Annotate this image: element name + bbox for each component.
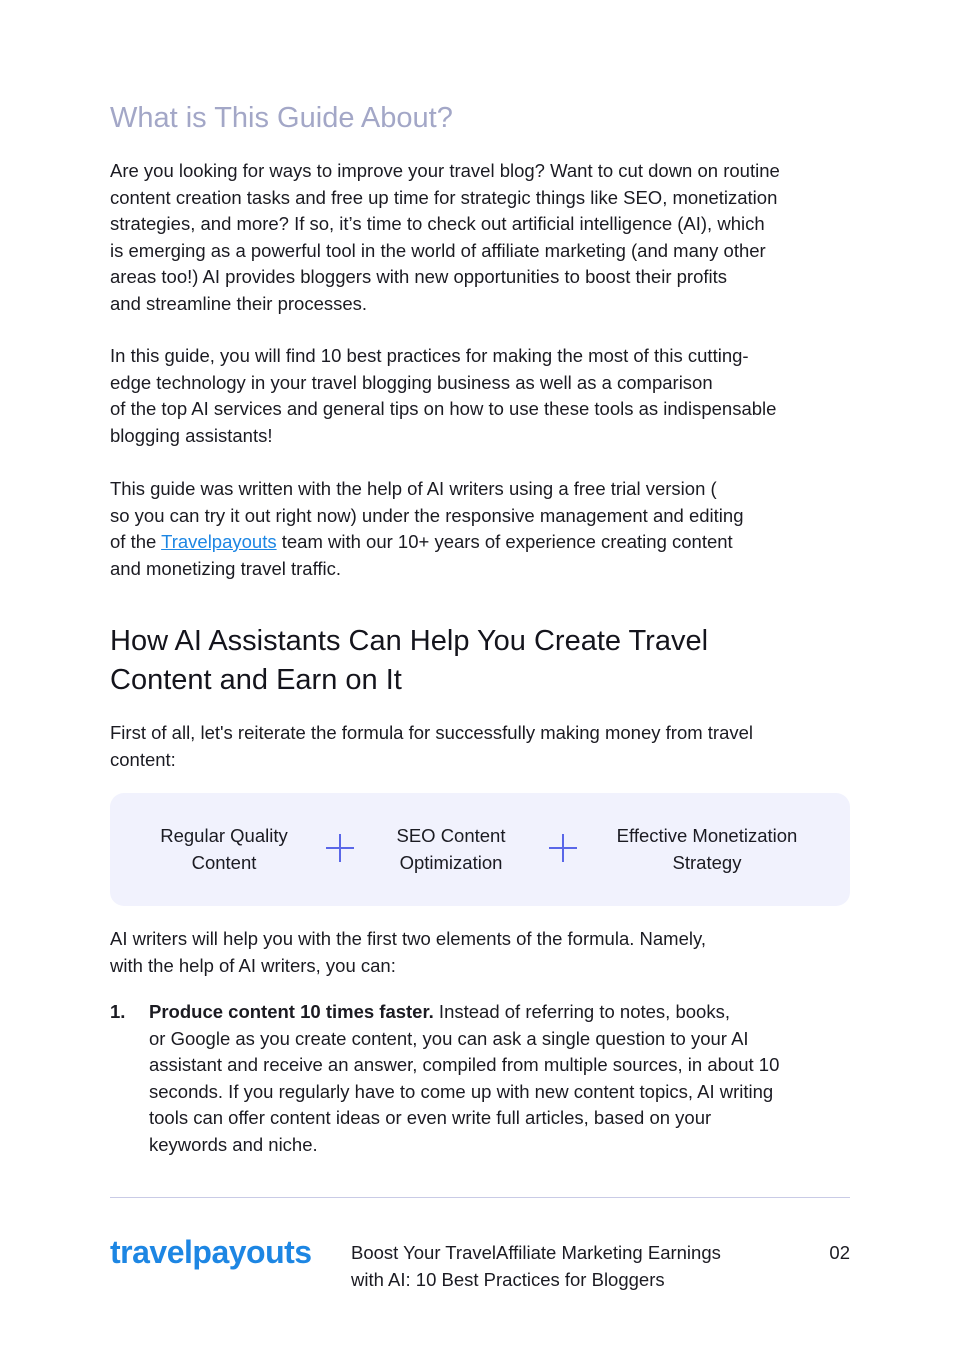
formula-text: Regular Quality — [160, 825, 288, 846]
text-line — [149, 999, 850, 1026]
list-item-title: Produce content 10 times faster. — [149, 1001, 434, 1022]
page-number: 02 — [829, 1242, 850, 1263]
text-line: This guide was written with the help of AI writers using a free trial version ( — [110, 478, 717, 499]
formula-item-monetization — [592, 823, 822, 876]
section-heading — [110, 622, 850, 700]
text-fragment: Instead of referring to notes, books, — [433, 1001, 730, 1022]
formula-box — [110, 793, 850, 906]
text-line — [110, 529, 850, 556]
travelpayouts-logo: travelpayouts — [110, 1234, 312, 1270]
text-fragment: of the — [110, 531, 162, 552]
text-line: content: — [110, 748, 176, 770]
text-line: assistant and receive an answer, compiled from multiple sources, in about 10 — [149, 1054, 780, 1075]
footer-divider — [110, 1197, 850, 1198]
intro-paragraph-1 — [110, 158, 850, 317]
formula-item-quality — [138, 823, 310, 876]
intro-heading: What is This Guide About? — [110, 102, 453, 134]
text-line: so you can try it out right now) under the responsive management and editing — [110, 504, 744, 526]
footer-title-line: with AI: 10 Best Practices for Bloggers — [351, 1269, 665, 1290]
text-line: of the top AI services and general tips on how to use these tools as indispensable — [110, 398, 777, 419]
text-line: areas too!) AI provides bloggers with new opportunities to boost their profits — [110, 266, 728, 287]
text-line: is emerging as a powerful tool in the world of affiliate marketing (and many other — [110, 239, 766, 261]
heading-line: Content and Earn on It — [110, 664, 402, 696]
formula-text: Effective Monetization — [616, 825, 798, 846]
text-line: In this guide, you will find 10 best practices for making the most of this cutting- — [110, 345, 749, 366]
formula-followup — [110, 926, 850, 979]
text-line: First of all, let's reiterate the formula for successfully making money from travel — [110, 722, 754, 743]
text-line: keywords and niche. — [149, 1133, 318, 1155]
footer-title — [351, 1239, 791, 1293]
text-line: edge technology in your travel blogging business as well as a comparison — [110, 371, 713, 393]
formula-item-seo — [376, 823, 526, 876]
text-line: and monetizing travel traffic. — [110, 557, 342, 579]
formula-text: SEO Content — [396, 825, 506, 846]
text-line: tools can offer content ideas or even write full articles, based on your — [149, 1107, 712, 1128]
text-line: and streamline their processes. — [110, 292, 368, 314]
intro-paragraph-2 — [110, 343, 850, 449]
heading-line: How AI Assistants Can Help You Create Travel — [110, 625, 709, 657]
footer-title-line: Boost Your TravelAffiliate Marketing Earnings — [351, 1242, 721, 1263]
text-line: strategies, and more? If so, it’s time to check out artificial intelligence (AI), which — [110, 213, 765, 234]
text-line: Are you looking for ways to improve your travel blog? Want to cut down on routine — [110, 160, 780, 181]
text-line: seconds. If you regularly have to come up with new content topics, AI writing — [149, 1080, 774, 1102]
text-fragment: team with our 10+ years of experience creating content — [276, 531, 733, 552]
list-number: 1. — [110, 1001, 126, 1022]
text-line: or Google as you create content, you can ask a single question to your AI — [149, 1027, 749, 1049]
plus-icon — [325, 833, 355, 863]
text-line: content creation tasks and free up time for strategic things like SEO, monetization — [110, 186, 778, 208]
plus-icon — [548, 833, 578, 863]
formula-lead — [110, 720, 850, 773]
formula-text: Optimization — [399, 851, 503, 873]
formula-text: Content — [191, 851, 257, 873]
intro-paragraph-3 — [110, 476, 850, 582]
travelpayouts-link[interactable]: Travelpayouts — [161, 531, 277, 552]
text-line: with the help of AI writers, you can: — [110, 954, 396, 976]
text-line: AI writers will help you with the first two elements of the formula. Namely, — [110, 928, 706, 949]
list-item-body — [149, 999, 850, 1158]
text-line: blogging assistants! — [110, 424, 273, 446]
formula-text: Strategy — [672, 851, 742, 873]
